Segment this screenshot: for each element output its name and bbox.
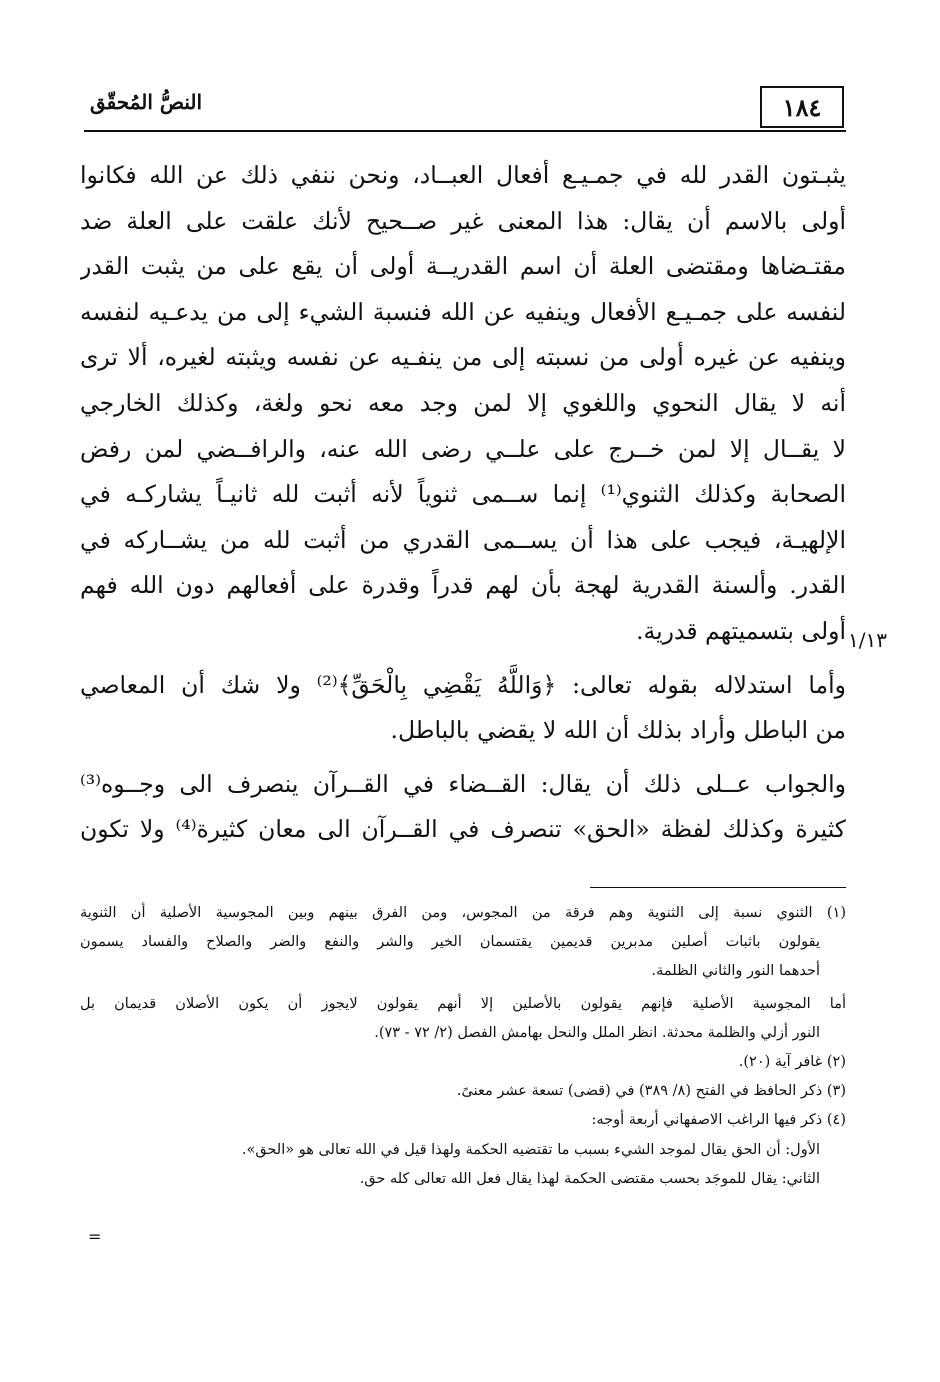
- page-number-box: [760, 86, 844, 128]
- footnote-line: (٢) غافر آية (٢٠).: [738, 1054, 846, 1071]
- text-line: وينفيه عن غيره أولى من نسبته إلى من ينفـيه عن نفسه ويثبته لغيره، ألا ترى: [80, 343, 846, 372]
- footnote-rule: [590, 887, 846, 888]
- text-line: الصحابة وكذلك الثنوي⁽¹⁾ إنما ســمى ثنوياً لأنه أثبت لله ثانيـاً يشاركـه في: [80, 480, 846, 509]
- footnote-line: الثاني: يقال للموجَد بحسب مقتضى الحكمة لهذا يقال فعل الله تعالى كله حق.: [359, 1170, 820, 1187]
- footnote-line: أحدهما النور والثاني الظلمة.: [651, 963, 820, 980]
- continuation-mark: =: [88, 1227, 102, 1246]
- footnote-line: الأول: أن الحق يقال لموجد الشيء بسبب ما تقتضيه الحكمة ولهذا قيل في الله تعالى هو «الحق».: [241, 1141, 820, 1158]
- footnote-line: (٣) ذكر الحافظ في الفتح (٨/ ٣٨٩) في (قضى) تسعة عشر معنىً.: [456, 1083, 846, 1100]
- footnote-line: النور أزلي والظلمة محدثة. انظر الملل والنحل بهامش الفصل (٢/ ٧٢ - ٧٣).: [374, 1024, 820, 1041]
- text-line: أنه لا يقال النحوي واللغوي إلا لمن وجد معه نحو ولغة، وكذلك الخارجي: [80, 388, 846, 417]
- margin-note: ١/١٣: [848, 628, 887, 652]
- text-line: القدر. وألسنة القدرية لهجة بأن لهم قدراً وقدرة على أفعالهم دون الله فهم: [80, 571, 846, 600]
- text-line: لا يقــال إلا لمن خــرج على علــي رضى الله عنه، والرافــضي لمن رفض: [80, 434, 846, 463]
- footnote-line: أما المجوسية الأصلية فإنهم يقولون بالأصلين إلا أنهم يقولون لايجوز أن يكون الأصلان قديمان بل: [80, 995, 846, 1012]
- footnote-line: يقولون باثبات أصلين مدبرين قديمين يقتسمان الخير والشر والنفع والضر والصلاح والفساد يسمون: [80, 934, 820, 951]
- text-line: أولى بتسميتهم قدرية.: [636, 616, 846, 645]
- text-line: يثبـتون القدر لله في جمـيـع أفعال العبــاد، ونحن ننفي ذلك عن الله فكانوا: [80, 161, 846, 189]
- text-line: من الباطل وأراد بذلك أن الله لا يقضي بالباطل.: [390, 716, 846, 745]
- running-title: النصُّ المُحقّق: [90, 90, 203, 114]
- text-line: وأما استدلاله بقوله تعالى: ﴿وَاللَّهُ يَقْضِي بِالْحَقِّ﴾⁽²⁾ ولا شك أن المعاصي: [80, 670, 846, 699]
- header-rule: [84, 130, 846, 132]
- text-line: أولى بالاسم أن يقال: هذا المعنى غير صــحيح لأنك علقت على العلة ضد: [80, 206, 846, 235]
- text-line: مقتـضاها ومقتضى العلة أن اسم القدريــة أولى أن يقع على من يثبت القدر: [80, 252, 846, 281]
- page-number: ١٨٤: [782, 92, 822, 122]
- text-line: كثيرة وكذلك لفظة «الحق» تنصرف في القــرآن الى معان كثيرة⁽⁴⁾ ولا تكون: [80, 815, 846, 844]
- footnote-line: (٤) ذكر فيها الراغب الاصفهاني أربعة أوجه:: [591, 1112, 846, 1129]
- footnote-line: (١) الثنوي نسبة إلى الثنوية وهم فرقة من المجوس، ومن الفرق بينهم وبين المجوسية الأصلية أن الثنوية: [80, 905, 846, 921]
- footnotes: [80, 899, 846, 1194]
- text-line: لنفسه على جمـيـع الأفعال وينفيه عن الله فنسبة الشيء إلى من يدعـيه لنفسه: [80, 297, 846, 326]
- text-line: والجواب عــلى ذلك أن يقال: القــضاء في القــرآن ينصرف الى وجــوه⁽³⁾: [80, 769, 846, 798]
- main-text: [80, 153, 846, 853]
- text-line: الإلهيـة، فيجب على هذا أن يســمى القدري من أثبت لله من يشــاركه في: [80, 525, 846, 554]
